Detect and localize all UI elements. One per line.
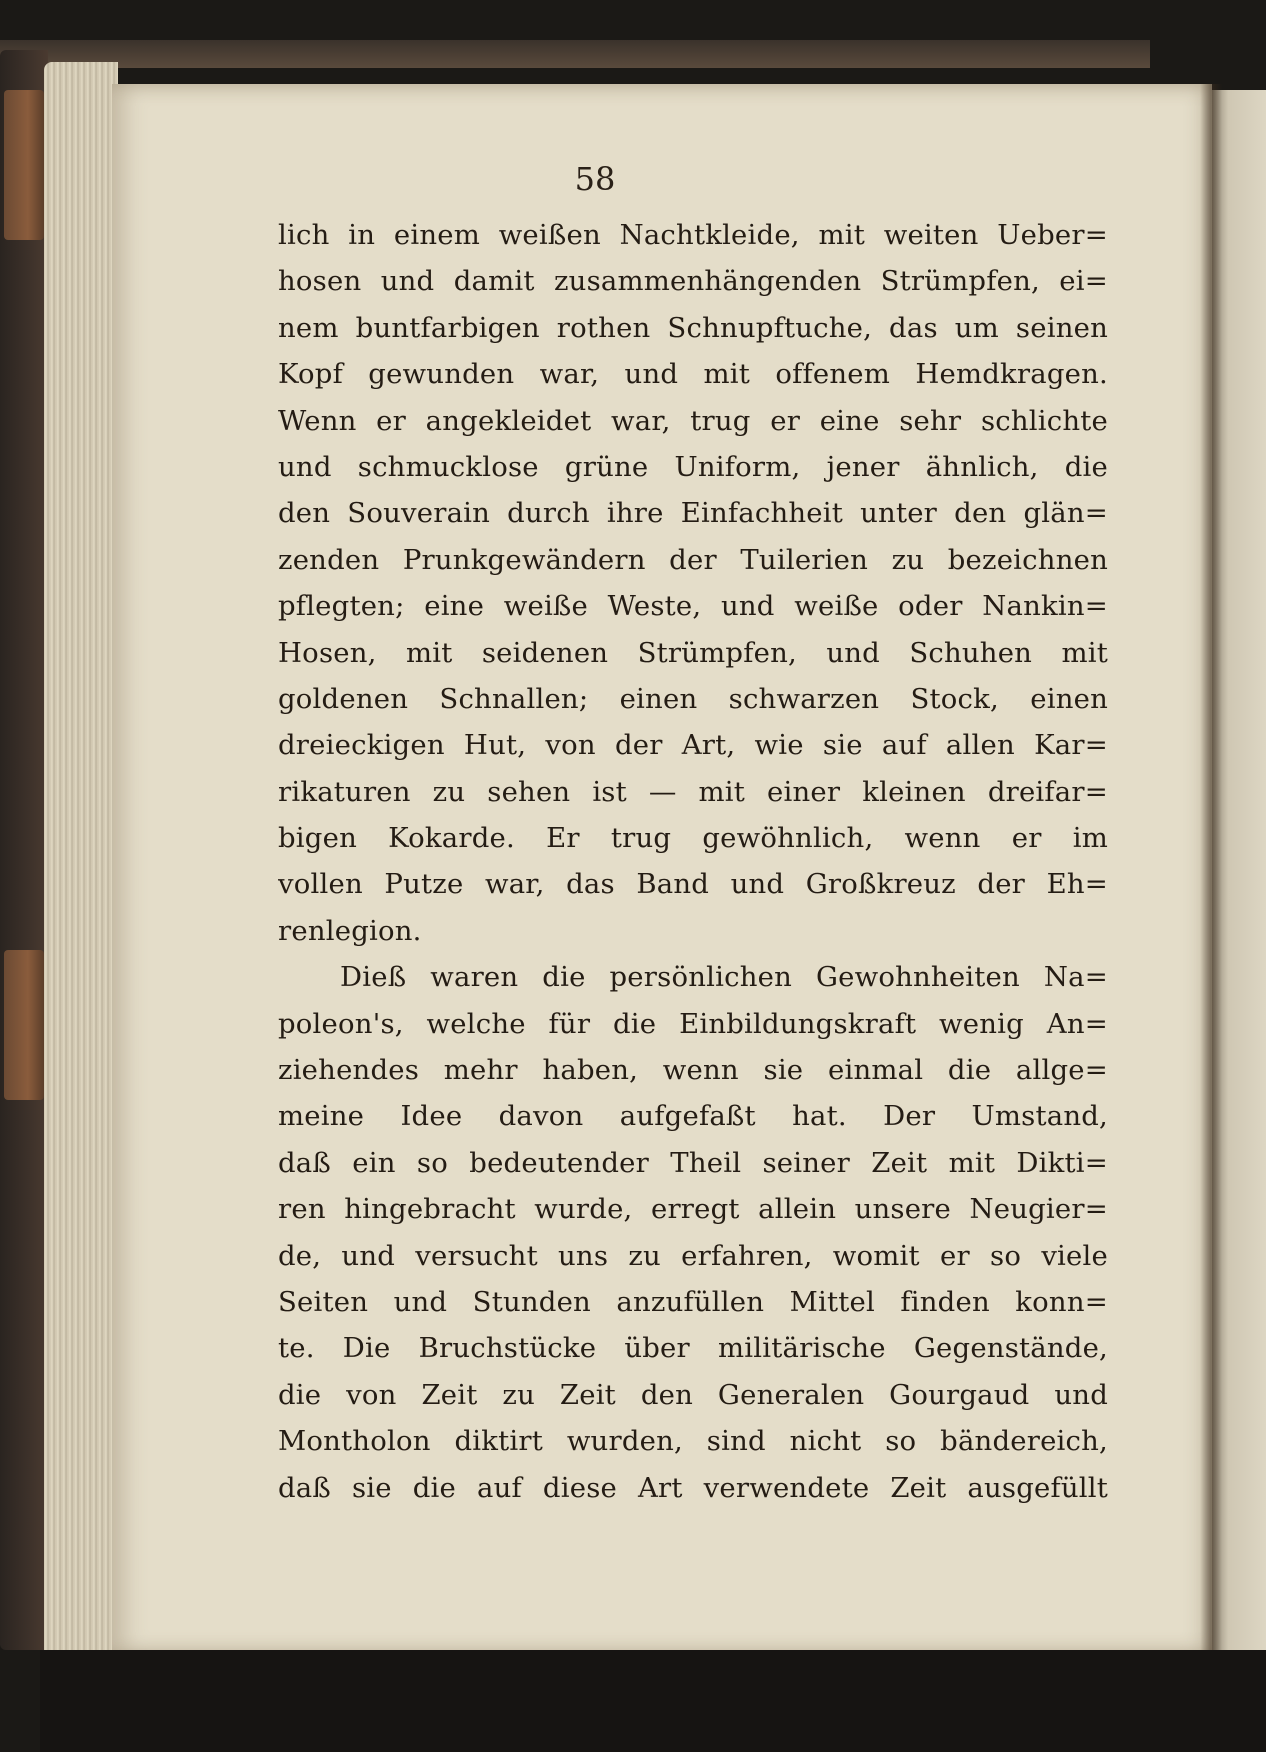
text-line: bigen Kokarde. Er trug gewöhnlich, wenn er im	[278, 822, 1108, 855]
text-line: ren hingebracht wurde, erregt allein unsere Neugier=	[278, 1193, 1108, 1226]
page-number: 58	[574, 160, 616, 198]
text-line: meine Idee davon aufgefaßt hat. Der Umstand,	[278, 1100, 1108, 1133]
text-line: lich in einem weißen Nachtkleide, mit weiten Ueber=	[278, 219, 1108, 251]
spine-band	[4, 950, 44, 1100]
body-text	[278, 212, 1108, 1511]
text-line: nem buntfarbigen rothen Schnupftuche, das um seinen	[278, 311, 1108, 344]
text-line: Hosen, mit seidenen Strümpfen, und Schuhen mit	[278, 636, 1108, 669]
text-line: Dieß waren die persönlichen Gewohnheiten Na=	[340, 961, 1108, 994]
text-line: renlegion.	[278, 914, 422, 947]
text-line: dreieckigen Hut, von der Art, wie sie auf allen Kar=	[278, 729, 1108, 762]
text-line: goldenen Schnallen; einen schwarzen Stock, einen	[278, 682, 1108, 715]
text-line: rikaturen zu sehen ist — mit einer kleinen dreifar=	[278, 775, 1108, 808]
text-line: daß sie die auf diese Art verwendete Zeit ausgefüllt	[278, 1471, 1108, 1504]
text-line: daß ein so bedeutender Theil seiner Zeit mit Dikti=	[278, 1146, 1108, 1179]
page-edges	[44, 62, 118, 1662]
text-line: Seiten und Stunden anzufüllen Mittel finden konn=	[278, 1285, 1108, 1318]
book-cover-top	[0, 40, 1150, 68]
text-line: te. Die Bruchstücke über militärische Gegenstände,	[278, 1332, 1108, 1365]
page-gutter	[1200, 84, 1222, 1654]
text-line: pflegten; eine weiße Weste, und weiße oder Nankin=	[278, 590, 1108, 623]
text-line: Kopf gewunden war, und mit offenem Hemdkragen.	[278, 358, 1108, 391]
text-line: ziehendes mehr haben, wenn sie einmal die allge=	[278, 1054, 1108, 1087]
bottom-shadow	[40, 1650, 1266, 1752]
text-line: vollen Putze war, das Band und Großkreuz der Eh=	[278, 868, 1108, 901]
book-cover-spine	[0, 50, 48, 1650]
text-line: die von Zeit zu Zeit den Generalen Gourgaud und	[278, 1378, 1108, 1411]
text-line: poleon's, welche für die Einbildungskraft wenig An=	[278, 1007, 1108, 1040]
text-line: Wenn er angekleidet war, trug er eine sehr schlichte	[278, 404, 1108, 437]
text-line: den Souverain durch ihre Einfachheit unter den glän=	[278, 497, 1108, 530]
text-line: de, und versucht uns zu erfahren, womit er so viele	[278, 1239, 1108, 1272]
text-line: hosen und damit zusammenhängenden Strümpfen, ei=	[278, 265, 1108, 298]
text-line: und schmucklose grüne Uniform, jener ähnlich, die	[278, 450, 1108, 483]
text-line: Montholon diktirt wurden, sind nicht so bändereich,	[278, 1425, 1108, 1458]
text-line: zenden Prunkgewändern der Tuilerien zu bezeichnen	[278, 543, 1108, 576]
